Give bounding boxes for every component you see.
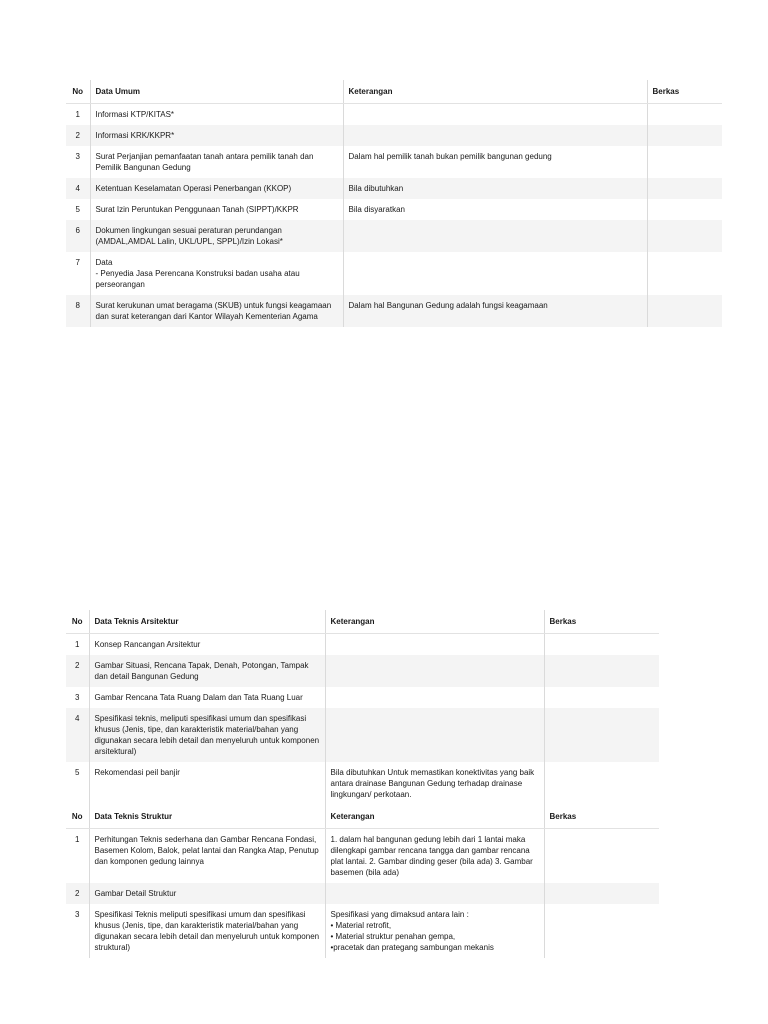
table1-body (66, 104, 722, 328)
cell-berkas (647, 125, 722, 146)
header-no: No (66, 80, 90, 104)
cell-data: Spesifikasi teknis, meliputi spesifikasi umum dan spesifikasi khusus (Jenis, tipe, dan karakteristik material/bahan yang digunakan secara lebih detail dan menyeluruh untuk komponen arsitektural) (89, 708, 325, 762)
cell-keterangan: Dalam hal Bangunan Gedung adalah fungsi keagamaan (343, 295, 647, 327)
cell-no: 3 (66, 904, 89, 958)
table-row (66, 178, 722, 199)
table-row (66, 708, 659, 762)
cell-no: 2 (66, 883, 89, 904)
cell-data: Data - Penyedia Jasa Perencana Konstruksi badan usaha atau perseorangan (90, 252, 343, 295)
cell-data: Informasi KTP/KITAS* (90, 104, 343, 126)
cell-berkas (544, 762, 659, 805)
cell-no: 6 (66, 220, 90, 252)
cell-no: 1 (66, 104, 90, 126)
cell-berkas (544, 708, 659, 762)
cell-keterangan: Spesifikasi yang dimaksud antara lain : • Material retrofit, • Material struktur penahan gempa, •pracetak dan prategang sambungan mekanis (325, 904, 544, 958)
cell-no: 5 (66, 762, 89, 805)
cell-berkas (544, 883, 659, 904)
header-data-umum: Data Umum (90, 80, 343, 104)
cell-no: 4 (66, 708, 89, 762)
cell-no: 1 (66, 829, 89, 884)
cell-no: 2 (66, 125, 90, 146)
table-row (66, 687, 659, 708)
cell-data: Gambar Situasi, Rencana Tapak, Denah, Potongan, Tampak dan detail Bangunan Gedung (89, 655, 325, 687)
cell-data: Gambar Detail Struktur (89, 883, 325, 904)
cell-no: 5 (66, 199, 90, 220)
cell-data: Rekomendasi peil banjir (89, 762, 325, 805)
cell-no: 4 (66, 178, 90, 199)
table-header-row (66, 610, 659, 634)
table-row (66, 762, 659, 805)
header-keterangan: Keterangan (325, 610, 544, 634)
cell-keterangan (325, 883, 544, 904)
table-row (66, 199, 722, 220)
cell-data: Dokumen lingkungan sesuai peraturan perundangan (AMDAL,AMDAL Lalin, UKL/UPL, SPPL)/Izin Lokasi* (90, 220, 343, 252)
cell-keterangan (343, 104, 647, 126)
cell-berkas (544, 655, 659, 687)
cell-berkas (647, 220, 722, 252)
header-data-teknis-arsitektur: Data Teknis Arsitektur (89, 610, 325, 634)
table2-struktur-body (66, 829, 659, 959)
cell-data: Konsep Rancangan Arsitektur (89, 634, 325, 656)
cell-berkas (544, 829, 659, 884)
table-row (66, 829, 659, 884)
cell-berkas (544, 687, 659, 708)
cell-berkas (647, 146, 722, 178)
table-header-row (66, 80, 722, 104)
header-keterangan: Keterangan (343, 80, 647, 104)
cell-no: 8 (66, 295, 90, 327)
table-row (66, 146, 722, 178)
table-row (66, 883, 659, 904)
cell-keterangan (343, 252, 647, 295)
cell-no: 3 (66, 687, 89, 708)
cell-keterangan (325, 708, 544, 762)
table-row (66, 125, 722, 146)
cell-data: Ketentuan Keselamatan Operasi Penerbangan (KKOP) (90, 178, 343, 199)
cell-keterangan (325, 634, 544, 656)
table2-arsitektur-body (66, 634, 659, 806)
table-row (66, 252, 722, 295)
cell-keterangan: 1. dalam hal bangunan gedung lebih dari 1 lantai maka dilengkapi gambar rencana tangga dan gambar rencana plat lantai. 2. Gambar dinding geser (bila ada) 3. Gambar basemen (bila ada) (325, 829, 544, 884)
cell-data: Perhitungan Teknis sederhana dan Gambar Rencana Fondasi, Basemen Kolom, Balok, pelat lantai dan Rangka Atap, Penutup dan komponen gedung lainnya (89, 829, 325, 884)
cell-data: Surat Izin Peruntukan Penggunaan Tanah (SIPPT)/KKPR (90, 199, 343, 220)
header-berkas: Berkas (544, 805, 659, 829)
cell-keterangan: Bila dibutuhkan Untuk memastikan konektivitas yang baik antara drainase Bangunan Gedung terhadap drainase lingkungan/ perkotaan. (325, 762, 544, 805)
cell-keterangan: Bila disyaratkan (343, 199, 647, 220)
header-data-teknis-struktur: Data Teknis Struktur (89, 805, 325, 829)
table-row (66, 295, 722, 327)
header-no: No (66, 610, 89, 634)
cell-no: 2 (66, 655, 89, 687)
cell-data: Surat Perjanjian pemanfaatan tanah antara pemilik tanah dan Pemilik Bangunan Gedung (90, 146, 343, 178)
cell-berkas (544, 634, 659, 656)
header-keterangan: Keterangan (325, 805, 544, 829)
cell-berkas (647, 199, 722, 220)
cell-no: 7 (66, 252, 90, 295)
header-berkas: Berkas (544, 610, 659, 634)
cell-keterangan (325, 655, 544, 687)
cell-berkas (647, 295, 722, 327)
cell-keterangan: Bila dibutuhkan (343, 178, 647, 199)
cell-keterangan: Dalam hal pemilik tanah bukan pemilik bangunan gedung (343, 146, 647, 178)
table-row (66, 104, 722, 126)
data-umum-table (66, 80, 722, 327)
data-teknis-table (66, 610, 659, 958)
table-row (66, 904, 659, 958)
cell-data: Surat kerukunan umat beragama (SKUB) untuk fungsi keagamaan dan surat keterangan dari Kantor Wilayah Kementerian Agama (90, 295, 343, 327)
cell-no: 1 (66, 634, 89, 656)
cell-berkas (544, 904, 659, 958)
cell-data: Spesifikasi Teknis meliputi spesifikasi umum dan spesifikasi khusus (Jenis, tipe, dan karakteristik material/bahan yang digunakan secara lebih detail dan menyeluruh untuk komponen struktural) (89, 904, 325, 958)
cell-berkas (647, 104, 722, 126)
cell-data: Gambar Rencana Tata Ruang Dalam dan Tata Ruang Luar (89, 687, 325, 708)
cell-data: Informasi KRK/KKPR* (90, 125, 343, 146)
header-no: No (66, 805, 89, 829)
table-row (66, 220, 722, 252)
cell-keterangan (343, 125, 647, 146)
cell-no: 3 (66, 146, 90, 178)
cell-keterangan (343, 220, 647, 252)
cell-berkas (647, 178, 722, 199)
table-subheader-row (66, 805, 659, 829)
table2-struktur-header (66, 805, 659, 829)
table-row (66, 655, 659, 687)
table-row (66, 634, 659, 656)
cell-berkas (647, 252, 722, 295)
header-berkas: Berkas (647, 80, 722, 104)
cell-keterangan (325, 687, 544, 708)
